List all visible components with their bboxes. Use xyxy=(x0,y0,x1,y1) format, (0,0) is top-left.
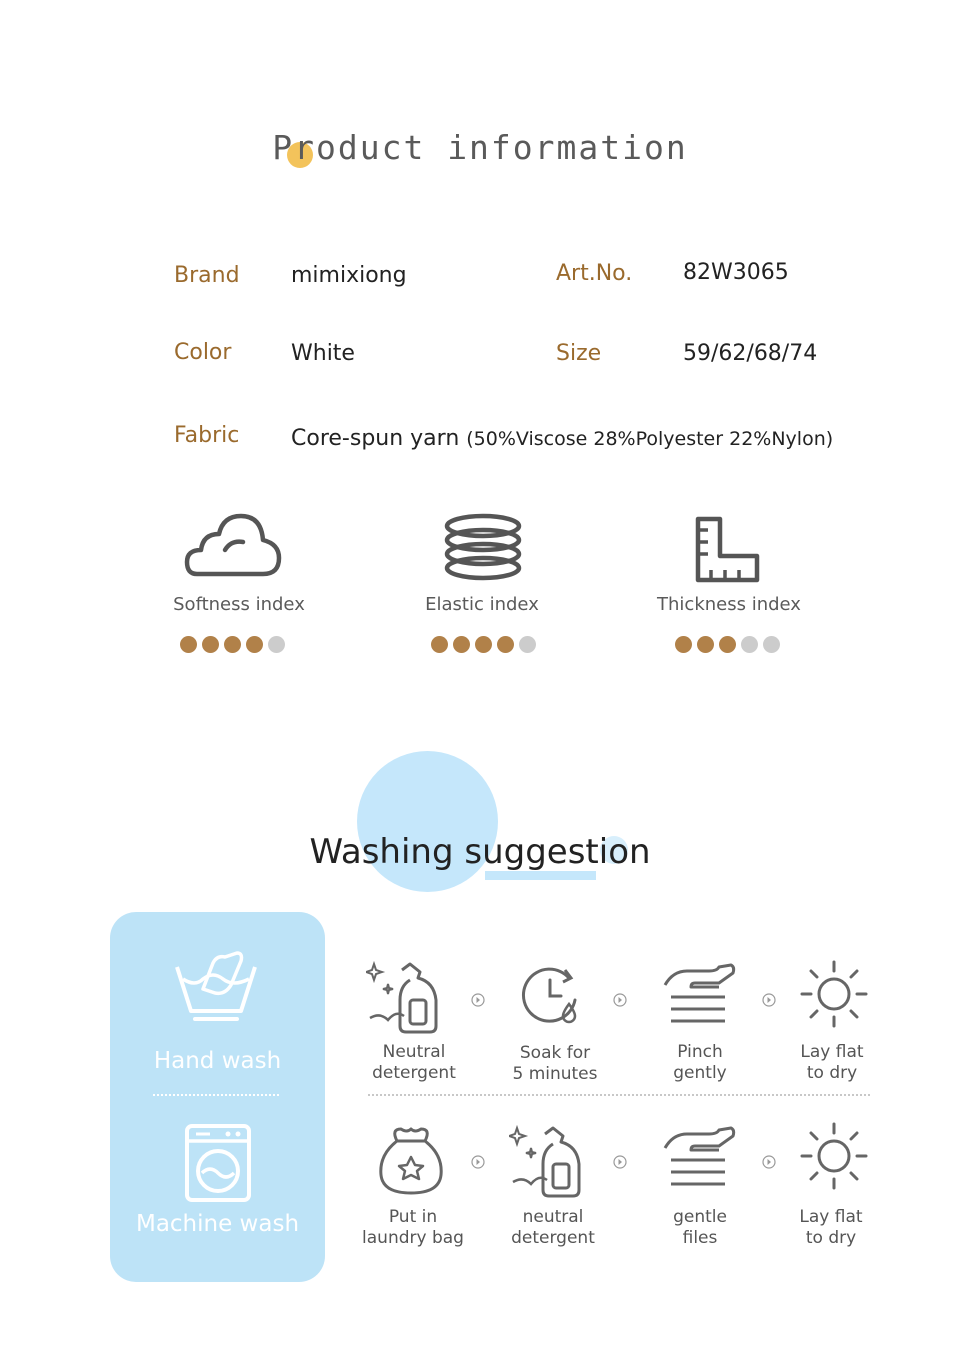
rating-dot-filled xyxy=(453,636,470,653)
rating-dot-filled xyxy=(180,636,197,653)
hand-wash-label: Hand wash xyxy=(153,1048,282,1074)
hand-step-4-label xyxy=(767,1042,897,1084)
hand-step-2-label xyxy=(490,1043,620,1085)
washing-title: Washing suggestion xyxy=(309,832,651,872)
elastic-index-label: Elastic index xyxy=(425,594,539,615)
machine-wash-label: Machine wash xyxy=(135,1211,300,1237)
machine-step-2-label xyxy=(488,1207,618,1249)
elastic-rating xyxy=(431,636,536,653)
rating-dot-filled xyxy=(202,636,219,653)
softness-rating xyxy=(180,636,285,653)
hand-wash-icon xyxy=(173,945,259,1023)
page-title: Product information xyxy=(272,128,688,167)
rating-dot-empty xyxy=(763,636,780,653)
brand-value: mimixiong xyxy=(291,263,407,288)
rating-dot-filled xyxy=(675,636,692,653)
sun-icon xyxy=(800,960,868,1028)
step-arrow-icon xyxy=(471,1155,485,1169)
hand-step-1-line1: Neutral xyxy=(382,1042,446,1062)
detergent-bottle-icon xyxy=(509,1124,583,1198)
hand-step-3-label xyxy=(635,1042,765,1084)
panel-divider xyxy=(153,1094,279,1096)
step-arrow-icon xyxy=(613,1155,627,1169)
step-arrow-icon xyxy=(762,993,776,1007)
hand-step-3-line2: gently xyxy=(673,1063,727,1083)
rating-dot-filled xyxy=(224,636,241,653)
hand-step-1-label xyxy=(349,1042,479,1084)
artno-value: 82W3065 xyxy=(683,260,789,285)
step-arrow-icon xyxy=(762,1155,776,1169)
machine-step-1-label xyxy=(348,1207,478,1249)
thickness-rating xyxy=(675,636,780,653)
spring-coil-icon xyxy=(443,512,523,584)
hand-press-icon xyxy=(661,963,737,1029)
rating-dot-filled xyxy=(431,636,448,653)
machine-step-4-label xyxy=(766,1207,896,1249)
sun-icon xyxy=(800,1122,868,1190)
thickness-index-label: Thickness index xyxy=(657,594,801,615)
hand-step-1-line2: detergent xyxy=(372,1063,456,1083)
machine-step-3-label xyxy=(635,1207,765,1249)
hand-step-3-line1: Pinch xyxy=(677,1042,723,1062)
wash-title-underline xyxy=(485,871,596,880)
machine-step-1-line2: laundry bag xyxy=(362,1228,464,1248)
machine-step-4-line1: Lay flat xyxy=(799,1207,863,1227)
machine-step-2-line2: detergent xyxy=(511,1228,595,1248)
hand-step-4-line2: to dry xyxy=(806,1063,858,1083)
cloud-icon xyxy=(183,510,283,582)
detergent-bottle-icon xyxy=(366,960,440,1034)
fabric-detail: (50%Viscose 28%Polyester 22%Nylon) xyxy=(466,428,834,450)
artno-label: Art.No. xyxy=(556,261,633,286)
color-value: White xyxy=(291,341,355,366)
machine-step-3-line2: files xyxy=(682,1228,718,1248)
machine-step-1-line1: Put in xyxy=(388,1207,438,1227)
step-arrow-icon xyxy=(613,993,627,1007)
rating-dot-filled xyxy=(497,636,514,653)
size-value: 59/62/68/74 xyxy=(683,341,818,366)
fabric-value xyxy=(291,426,833,451)
rating-dot-empty xyxy=(741,636,758,653)
step-arrow-icon xyxy=(471,993,485,1007)
steps-divider xyxy=(368,1094,870,1096)
hand-step-2-line1: Soak for xyxy=(519,1043,591,1063)
hand-step-4-line1: Lay flat xyxy=(800,1042,864,1062)
laundry-bag-icon xyxy=(377,1125,445,1197)
hand-step-2-line2: 5 minutes xyxy=(512,1064,598,1084)
size-label: Size xyxy=(556,341,602,366)
rating-dot-empty xyxy=(519,636,536,653)
fabric-label: Fabric xyxy=(174,423,240,448)
machine-step-3-line1: gentle xyxy=(673,1207,727,1227)
ruler-icon xyxy=(695,516,761,584)
hand-press-icon xyxy=(661,1126,737,1192)
rating-dot-filled xyxy=(246,636,263,653)
machine-step-2-line1: neutral xyxy=(522,1207,584,1227)
machine-step-4-line2: to dry xyxy=(805,1228,857,1248)
color-label: Color xyxy=(174,340,232,365)
softness-index-label: Softness index xyxy=(173,594,305,615)
rating-dot-filled xyxy=(697,636,714,653)
brand-label: Brand xyxy=(174,263,240,288)
washing-machine-icon xyxy=(184,1123,252,1203)
rating-dot-filled xyxy=(475,636,492,653)
fabric-main: Core-spun yarn xyxy=(291,426,460,451)
rating-dot-filled xyxy=(719,636,736,653)
clock-icon xyxy=(521,966,581,1026)
rating-dot-empty xyxy=(268,636,285,653)
